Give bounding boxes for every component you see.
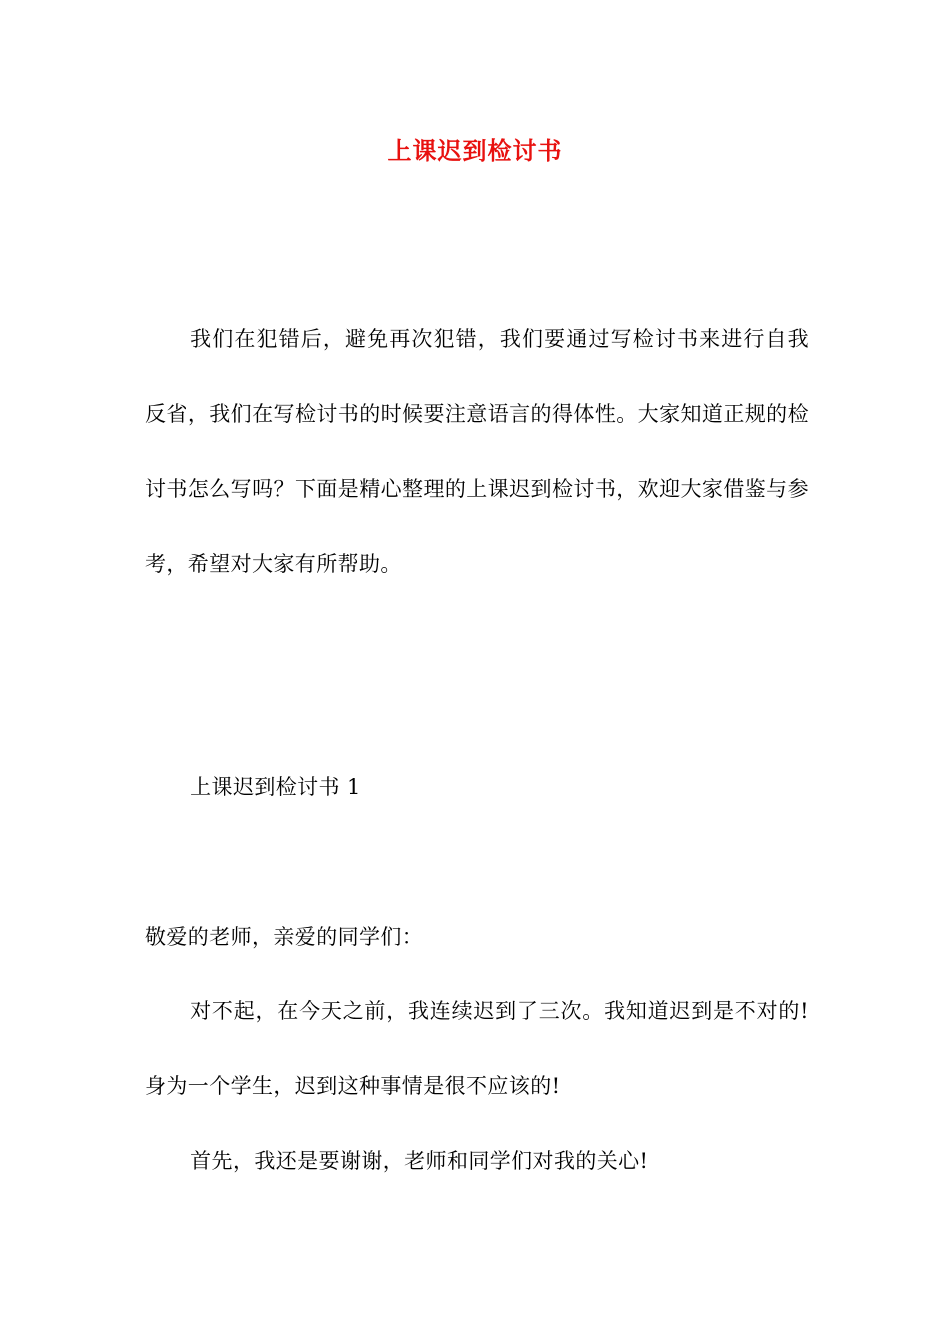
section-heading: 上课迟到检讨书 1 [190,775,361,799]
body-paragraph: 对不起，在今天之前，我连续迟到了三次。我知道迟到是不对的!身为一个学生，迟到这种事情是很不应该的! [145,999,809,1098]
body-paragraph: 首先，我还是要谢谢，老师和同学们对我的关心! [190,1149,649,1173]
intro-paragraph: 我们在犯错后，避免再次犯错，我们要通过写检讨书来进行自我反省，我们在写检讨书的时候要注意语言的得体性。大家知道正规的检讨书怎么写吗？下面是精心整理的上课迟到检讨书，欢迎大家借鉴与参考，希望对大家有所帮助。 [145,327,809,576]
salutation: 敬爱的老师，亲爱的同学们： [145,925,424,949]
document-title: 上课迟到检讨书 [387,136,563,165]
